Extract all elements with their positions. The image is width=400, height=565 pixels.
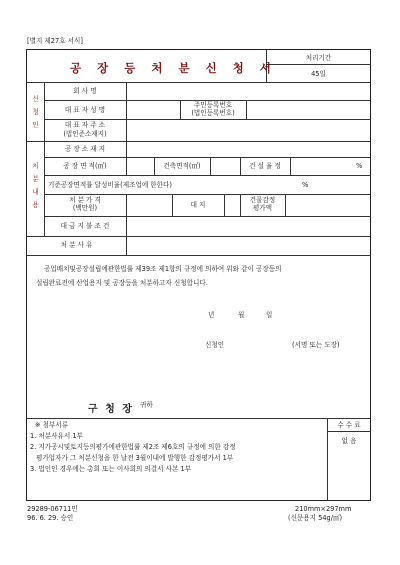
divider xyxy=(266,64,370,65)
label-rep-name: 대 표 자 성 명 xyxy=(64,106,106,114)
label-address: 대 표 자 주 소 xyxy=(64,121,106,129)
divider xyxy=(327,431,370,432)
label-price-unit: (백만원) xyxy=(72,204,98,212)
group-label-applicant-2: 청 xyxy=(32,108,39,116)
fee-value: 없 음 xyxy=(341,437,357,445)
group-label-applicant-3: 인 xyxy=(32,121,39,129)
footer-approved: 96. 6. 29. 승인 xyxy=(27,514,74,522)
fee-label: 수 수 료 xyxy=(337,421,361,429)
group-label-target-2: 분 xyxy=(32,175,39,183)
label-company: 회 사 명 xyxy=(73,87,97,95)
label-coverage: 건 설 율 정 xyxy=(249,162,281,170)
divider xyxy=(290,157,291,175)
label-address-sub: (법인준소재지) xyxy=(63,130,107,138)
label-location: 공 장 소 재 지 xyxy=(64,145,106,153)
divider xyxy=(44,119,370,120)
divider xyxy=(27,255,370,256)
date-day: 일 xyxy=(266,311,273,319)
label-appraisal-sub: 평가액 xyxy=(252,204,273,212)
label-corp-no: (법인등록번호) xyxy=(191,109,235,117)
attachment-item-2: 2. 지가공시및토지등의평가에관한법률 제2조 제6호의 규정에 의한 감정 xyxy=(30,443,236,451)
label-appraisal: 건물감정 xyxy=(249,196,276,204)
attachment-item-3: 3. 법인인 경우에는 총회 또는 이사회의 의결서 사본 1부 xyxy=(30,465,192,473)
attachment-item-2-cont: 평가업자가 그 처분신청을 한 날전 3월이내에 발행한 감정평가서 1부 xyxy=(36,454,234,462)
statement-line-2: 설립완료전에 산업용지 및 공장등을 처분하고자 신청합니다. xyxy=(36,279,208,287)
divider xyxy=(27,141,370,142)
label-factory-area: 공 장 면 적(㎡) xyxy=(63,162,107,170)
statement-line-1: 공업배치및공장설립에관한법률 제39조 제1항의 규정에 의하여 위와 같이 공장등의 xyxy=(44,265,282,273)
attachment-item-1: 1. 처분사유서 1부 xyxy=(30,432,83,440)
divider xyxy=(126,82,127,141)
label-payment: 대 금 지 불 조 건 xyxy=(60,222,110,230)
divider xyxy=(210,157,211,175)
divider xyxy=(44,157,370,158)
divider xyxy=(44,216,370,217)
divider xyxy=(126,194,127,236)
divider xyxy=(27,82,370,83)
date-year: 년 xyxy=(208,311,215,319)
processing-value: 45일 xyxy=(311,70,326,78)
divider xyxy=(224,194,225,216)
date-month: 월 xyxy=(238,311,245,319)
divider xyxy=(126,141,127,175)
recipient-name: 구 청 장 xyxy=(88,404,134,415)
label-land: 대 지 xyxy=(190,201,206,209)
footer-size: 210mm×297mm xyxy=(295,505,352,513)
group-label-target-4: 용 xyxy=(32,201,39,209)
footer-code: 29289-06711민 xyxy=(27,505,78,513)
footer-paper: (신문용지 54g/㎡) xyxy=(288,514,343,522)
divider xyxy=(126,236,127,255)
attachments-heading: ※ 첨부서류 xyxy=(35,421,69,429)
divider xyxy=(44,175,370,176)
divider xyxy=(44,141,45,236)
divider xyxy=(27,236,370,237)
processing-label: 처리기간 xyxy=(305,54,332,62)
label-price: 처 분 가 격 xyxy=(69,196,101,204)
group-label-target-3: 내 xyxy=(32,188,39,196)
label-id-no: 주민등록번호 xyxy=(193,101,233,109)
page-title: 공 장 등 처 분 신 청 서 xyxy=(70,61,277,75)
label-ratio: 기준공장면적률 달성비율(제조업에 한한다) xyxy=(48,181,172,189)
divider xyxy=(27,418,370,419)
group-label-applicant-1: 신 xyxy=(32,95,39,103)
divider xyxy=(44,194,370,195)
applicant-sign-label: 신청인 xyxy=(205,341,225,349)
signature-note: (서명 또는 도장) xyxy=(292,341,340,349)
recipient-suffix: 귀하 xyxy=(140,401,153,409)
divider xyxy=(246,100,247,119)
label-building-area: 건축면적(㎡) xyxy=(163,162,201,170)
divider xyxy=(285,194,286,216)
percent-unit: % xyxy=(356,162,363,170)
label-reason: 처 분 사 유 xyxy=(60,241,93,249)
form-number: [별지 제27호 서식] xyxy=(27,37,83,45)
percent-unit-ratio: % xyxy=(302,181,309,189)
group-label-target-1: 처 xyxy=(32,162,39,170)
